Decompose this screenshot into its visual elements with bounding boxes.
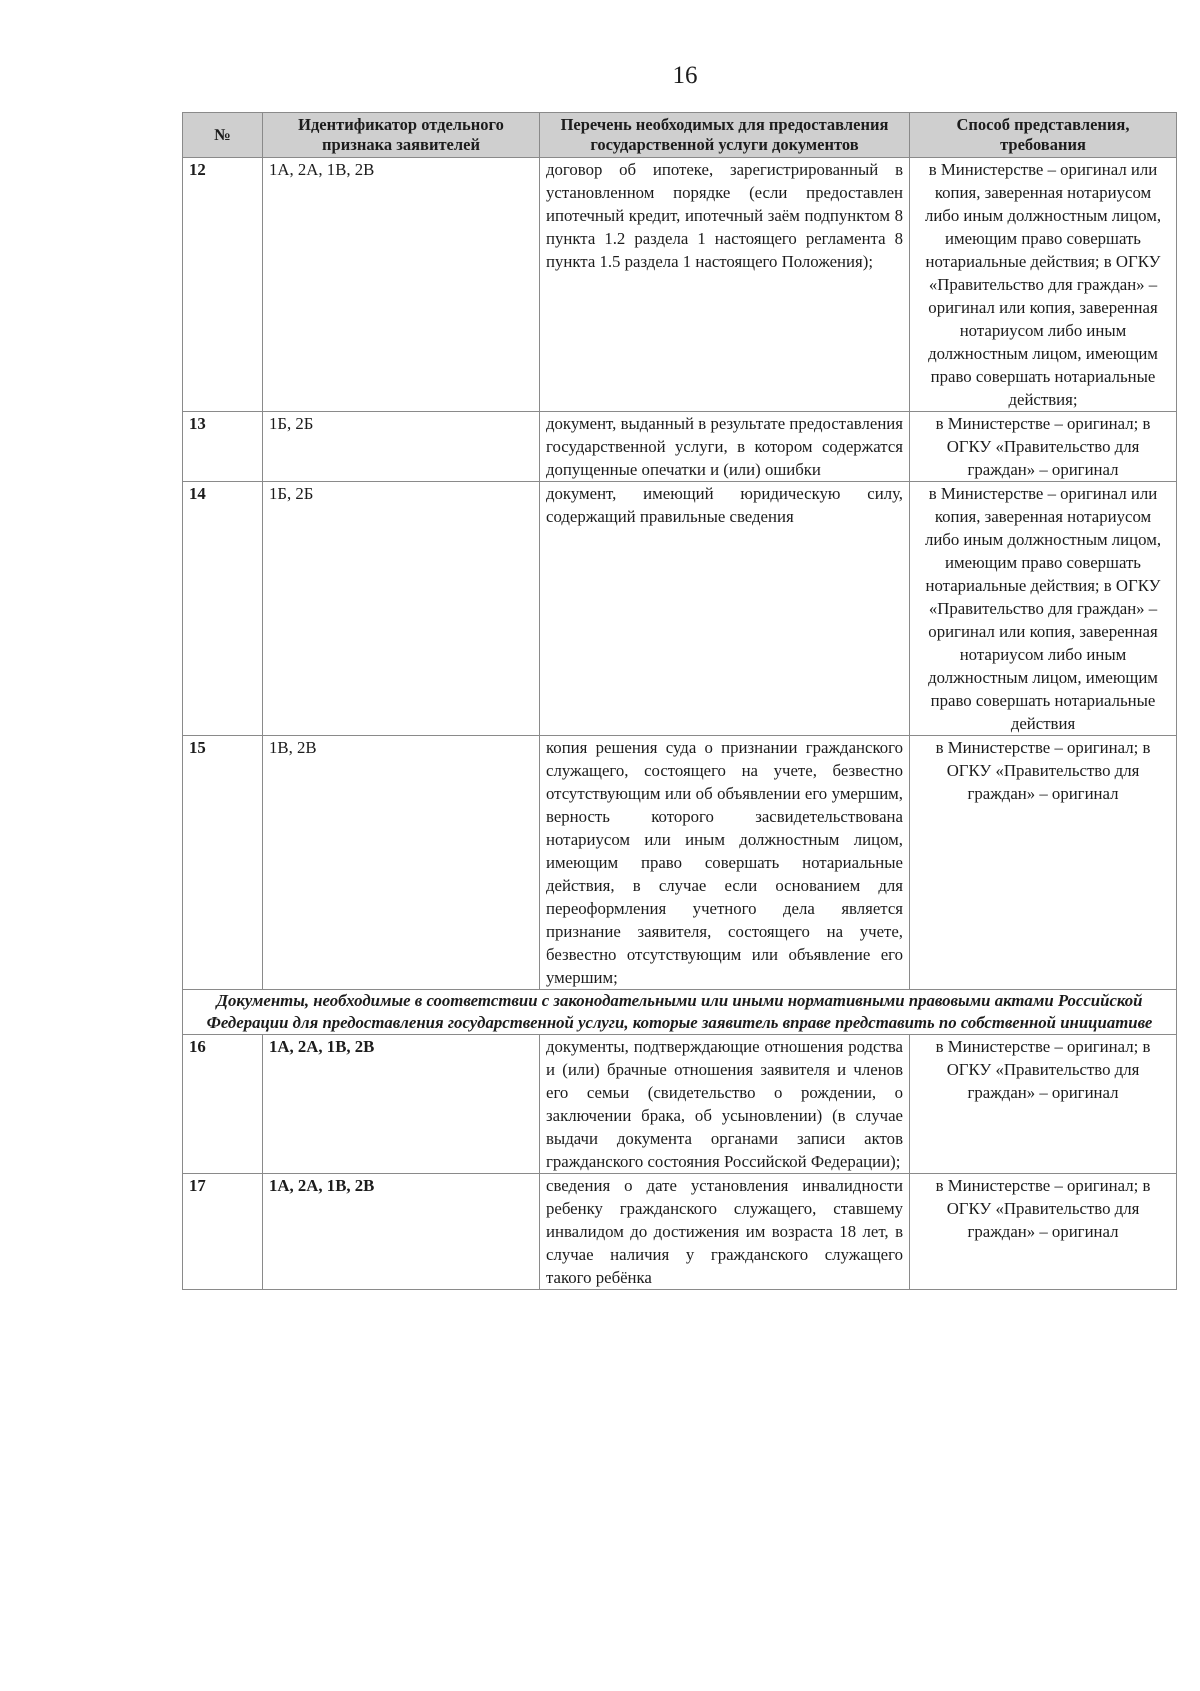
table-header-row [183,113,1177,158]
documents-cell: документ, выданный в результате предоставления государственной услуги, в котором содержатся допущенные опечатки и (или) ошибки [540,412,910,482]
submission-method-cell: в Министерстве – оригинал; в ОГКУ «Правительство для граждан» – оригинал [910,1035,1177,1174]
applicant-id-cell: 1А, 2А, 1В, 2В [263,158,540,412]
page-number: 16 [672,62,698,89]
row-number: 16 [183,1035,263,1174]
row-number: 14 [183,482,263,736]
row-number: 17 [183,1174,263,1290]
documents-cell: документы, подтверждающие отношения родства и (или) брачные отношения заявителя и членов его семьи (свидетельство о рождении, о заключении брака, об усыновлении) (в случае выдачи документа органами записи актов гражданского состояния Российской Федерации); [540,1035,910,1174]
table-row [183,1174,1177,1290]
row-number: 15 [183,736,263,990]
header-submission-method: Способ представления, требования [910,113,1177,158]
applicant-id-cell: 1А, 2А, 1В, 2В [263,1035,540,1174]
header-documents-list: Перечень необходимых для предоставления государственной услуги документов [540,113,910,158]
table-row [183,736,1177,990]
section-title: Документы, необходимые в соответствии с законодательными или иными нормативными правовыми актами Российской Федерации для предоставления государственной услуги, которые заявитель вправе представить по собственной инициативе [183,990,1177,1035]
applicant-id-cell: 1Б, 2Б [263,482,540,736]
documents-cell: копия решения суда о признании гражданского служащего, состоящего на учете, безвестно отсутствующим или об объявлении его умершим, верность которого засвидетельствована нотариусом или иным должностным лицом, имеющим право совершать нотариальные действия, в случае если основанием для переоформления учетного дела является признание заявителя, состоящего на учете, безвестно отсутствующим или объявление его умершим; [540,736,910,990]
applicant-id-cell: 1В, 2В [263,736,540,990]
submission-method-cell: в Министерстве – оригинал; в ОГКУ «Правительство для граждан» – оригинал [910,736,1177,990]
documents-cell: договор об ипотеке, зарегистрированный в установленном порядке (если предоставлен ипотечный кредит, ипотечный заём подпунктом 8 пункта 1.2 раздела 1 настоящего регламента 8 пункта 1.5 раздела 1 настоящего Положения); [540,158,910,412]
section-row [183,990,1177,1035]
submission-method-cell: в Министерстве – оригинал или копия, заверенная нотариусом либо иным должностным лицом, имеющим право совершать нотариальные действия; в ОГКУ «Правительство для граждан» – оригинал или копия, заверенная нотариусом либо иным должностным лицом, имеющим право совершать нотариальные действия [910,482,1177,736]
applicant-id-cell: 1Б, 2Б [263,412,540,482]
documents-cell: документ, имеющий юридическую силу, содержащий правильные сведения [540,482,910,736]
table-row [183,412,1177,482]
submission-method-cell: в Министерстве – оригинал; в ОГКУ «Правительство для граждан» – оригинал [910,412,1177,482]
applicant-id-cell: 1А, 2А, 1В, 2В [263,1174,540,1290]
submission-method-cell: в Министерстве – оригинал или копия, заверенная нотариусом либо иным должностным лицом, имеющим право совершать нотариальные действия; в ОГКУ «Правительство для граждан» – оригинал или копия, заверенная нотариусом либо иным должностным лицом, имеющим право совершать нотариальные действия; [910,158,1177,412]
table-row [183,158,1177,412]
table-row [183,482,1177,736]
submission-method-cell: в Министерстве – оригинал; в ОГКУ «Правительство для граждан» – оригинал [910,1174,1177,1290]
documents-cell: сведения о дате установления инвалидности ребенку гражданского служащего, ставшему инвалидом до достижения им возраста 18 лет, в случае наличия у гражданского служащего такого ребёнка [540,1174,910,1290]
table-row [183,1035,1177,1174]
header-applicant-id: Идентификатор отдельного признака заявителей [263,113,540,158]
header-number: № [183,113,263,158]
row-number: 13 [183,412,263,482]
documents-table [182,112,1177,1290]
row-number: 12 [183,158,263,412]
